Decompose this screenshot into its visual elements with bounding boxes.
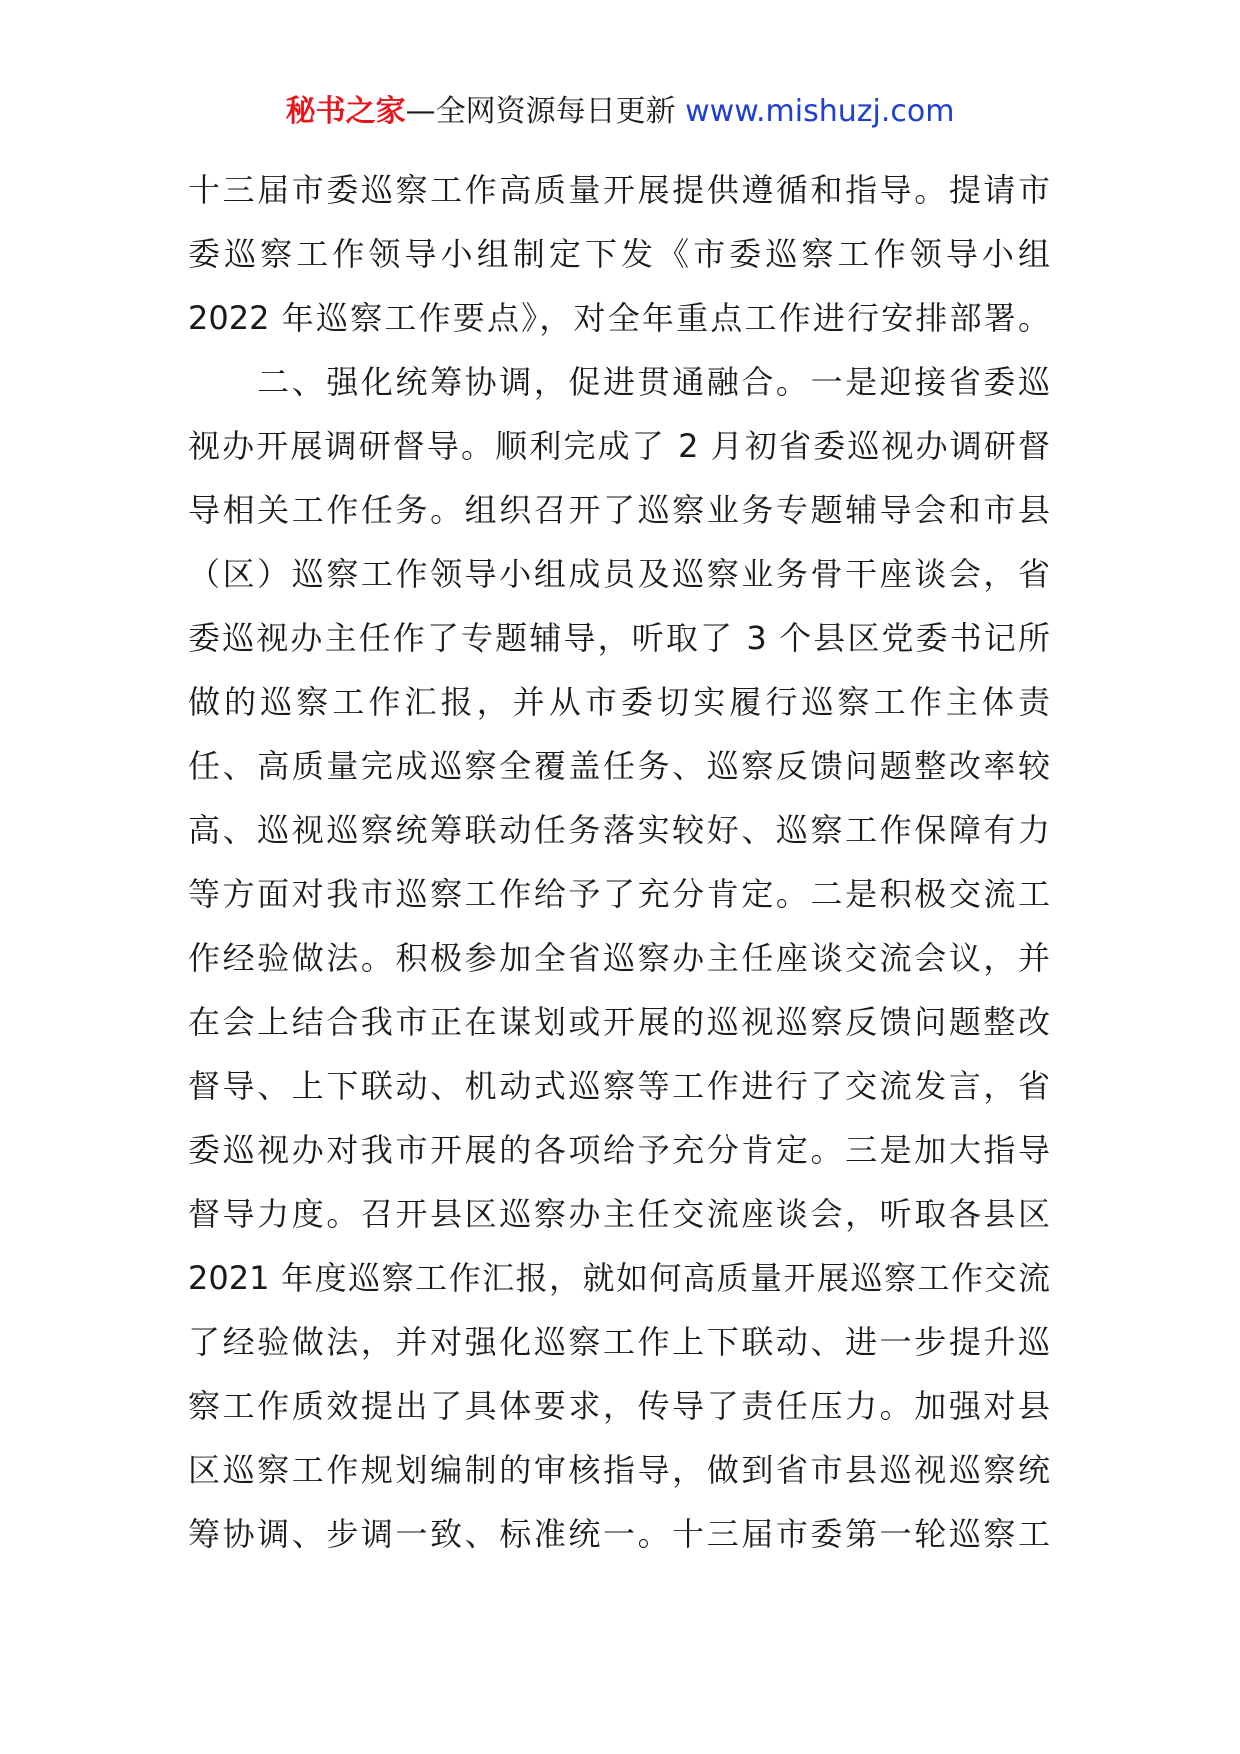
document-body bbox=[188, 158, 1050, 1566]
brand-name: 秘书之家 bbox=[285, 94, 406, 129]
text-line: 二、强化统筹协调，促进贯通融合。一是迎接省委巡 bbox=[188, 363, 1050, 401]
text-line: 高、巡视巡察统筹联动任务落实较好、巡察工作保障有力 bbox=[188, 811, 1050, 849]
text-line: 了经验做法，并对强化巡察工作上下联动、进一步提升巡 bbox=[188, 1323, 1050, 1361]
text-line: （区）巡察工作领导小组成员及巡察业务骨干座谈会，省 bbox=[188, 555, 1050, 593]
text-line: 做的巡察工作汇报，并从市委切实履行巡察工作主体责 bbox=[188, 683, 1050, 721]
text-line: 区巡察工作规划编制的审核指导，做到省市县巡视巡察统 bbox=[188, 1451, 1050, 1489]
text-line: 督导、上下联动、机动式巡察等工作进行了交流发言，省 bbox=[188, 1067, 1050, 1105]
text-line: 2022 年巡察工作要点》，对全年重点工作进行安排部署。 bbox=[188, 299, 1050, 337]
text-line: 督导力度。召开县区巡察办主任交流座谈会，听取各县区 bbox=[188, 1195, 1050, 1233]
text-line: 委巡察工作领导小组制定下发《市委巡察工作领导小组 bbox=[188, 235, 1050, 273]
text-line: 任、高质量完成巡察全覆盖任务、巡察反馈问题整改率较 bbox=[188, 747, 1050, 785]
text-line: 委巡视办对我市开展的各项给予充分肯定。三是加大指导 bbox=[188, 1131, 1050, 1169]
text-line: 视办开展调研督导。顺利完成了 2 月初省委巡视办调研督 bbox=[188, 427, 1050, 465]
text-line: 等方面对我市巡察工作给予了充分肯定。二是积极交流工 bbox=[188, 875, 1050, 913]
text-line: 在会上结合我市正在谋划或开展的巡视巡察反馈问题整改 bbox=[188, 1003, 1050, 1041]
header-tagline: —全网资源每日更新 bbox=[405, 94, 676, 129]
text-line: 察工作质效提出了具体要求，传导了责任压力。加强对县 bbox=[188, 1387, 1050, 1425]
text-line: 十三届市委巡察工作高质量开展提供遵循和指导。提请市 bbox=[188, 171, 1050, 209]
text-line: 筹协调、步调一致、标准统一。十三届市委第一轮巡察工 bbox=[188, 1515, 1050, 1553]
text-line: 2021 年度巡察工作汇报，就如何高质量开展巡察工作交流 bbox=[188, 1259, 1050, 1297]
text-line: 导相关工作任务。组织召开了巡察业务专题辅导会和市县 bbox=[188, 491, 1050, 529]
website-link[interactable]: www.mishuzj.com bbox=[685, 94, 955, 129]
text-line: 作经验做法。积极参加全省巡察办主任座谈交流会议，并 bbox=[188, 939, 1050, 977]
text-line: 委巡视办主任作了专题辅导，听取了 3 个县区党委书记所 bbox=[188, 619, 1050, 657]
page-header bbox=[0, 92, 1240, 132]
